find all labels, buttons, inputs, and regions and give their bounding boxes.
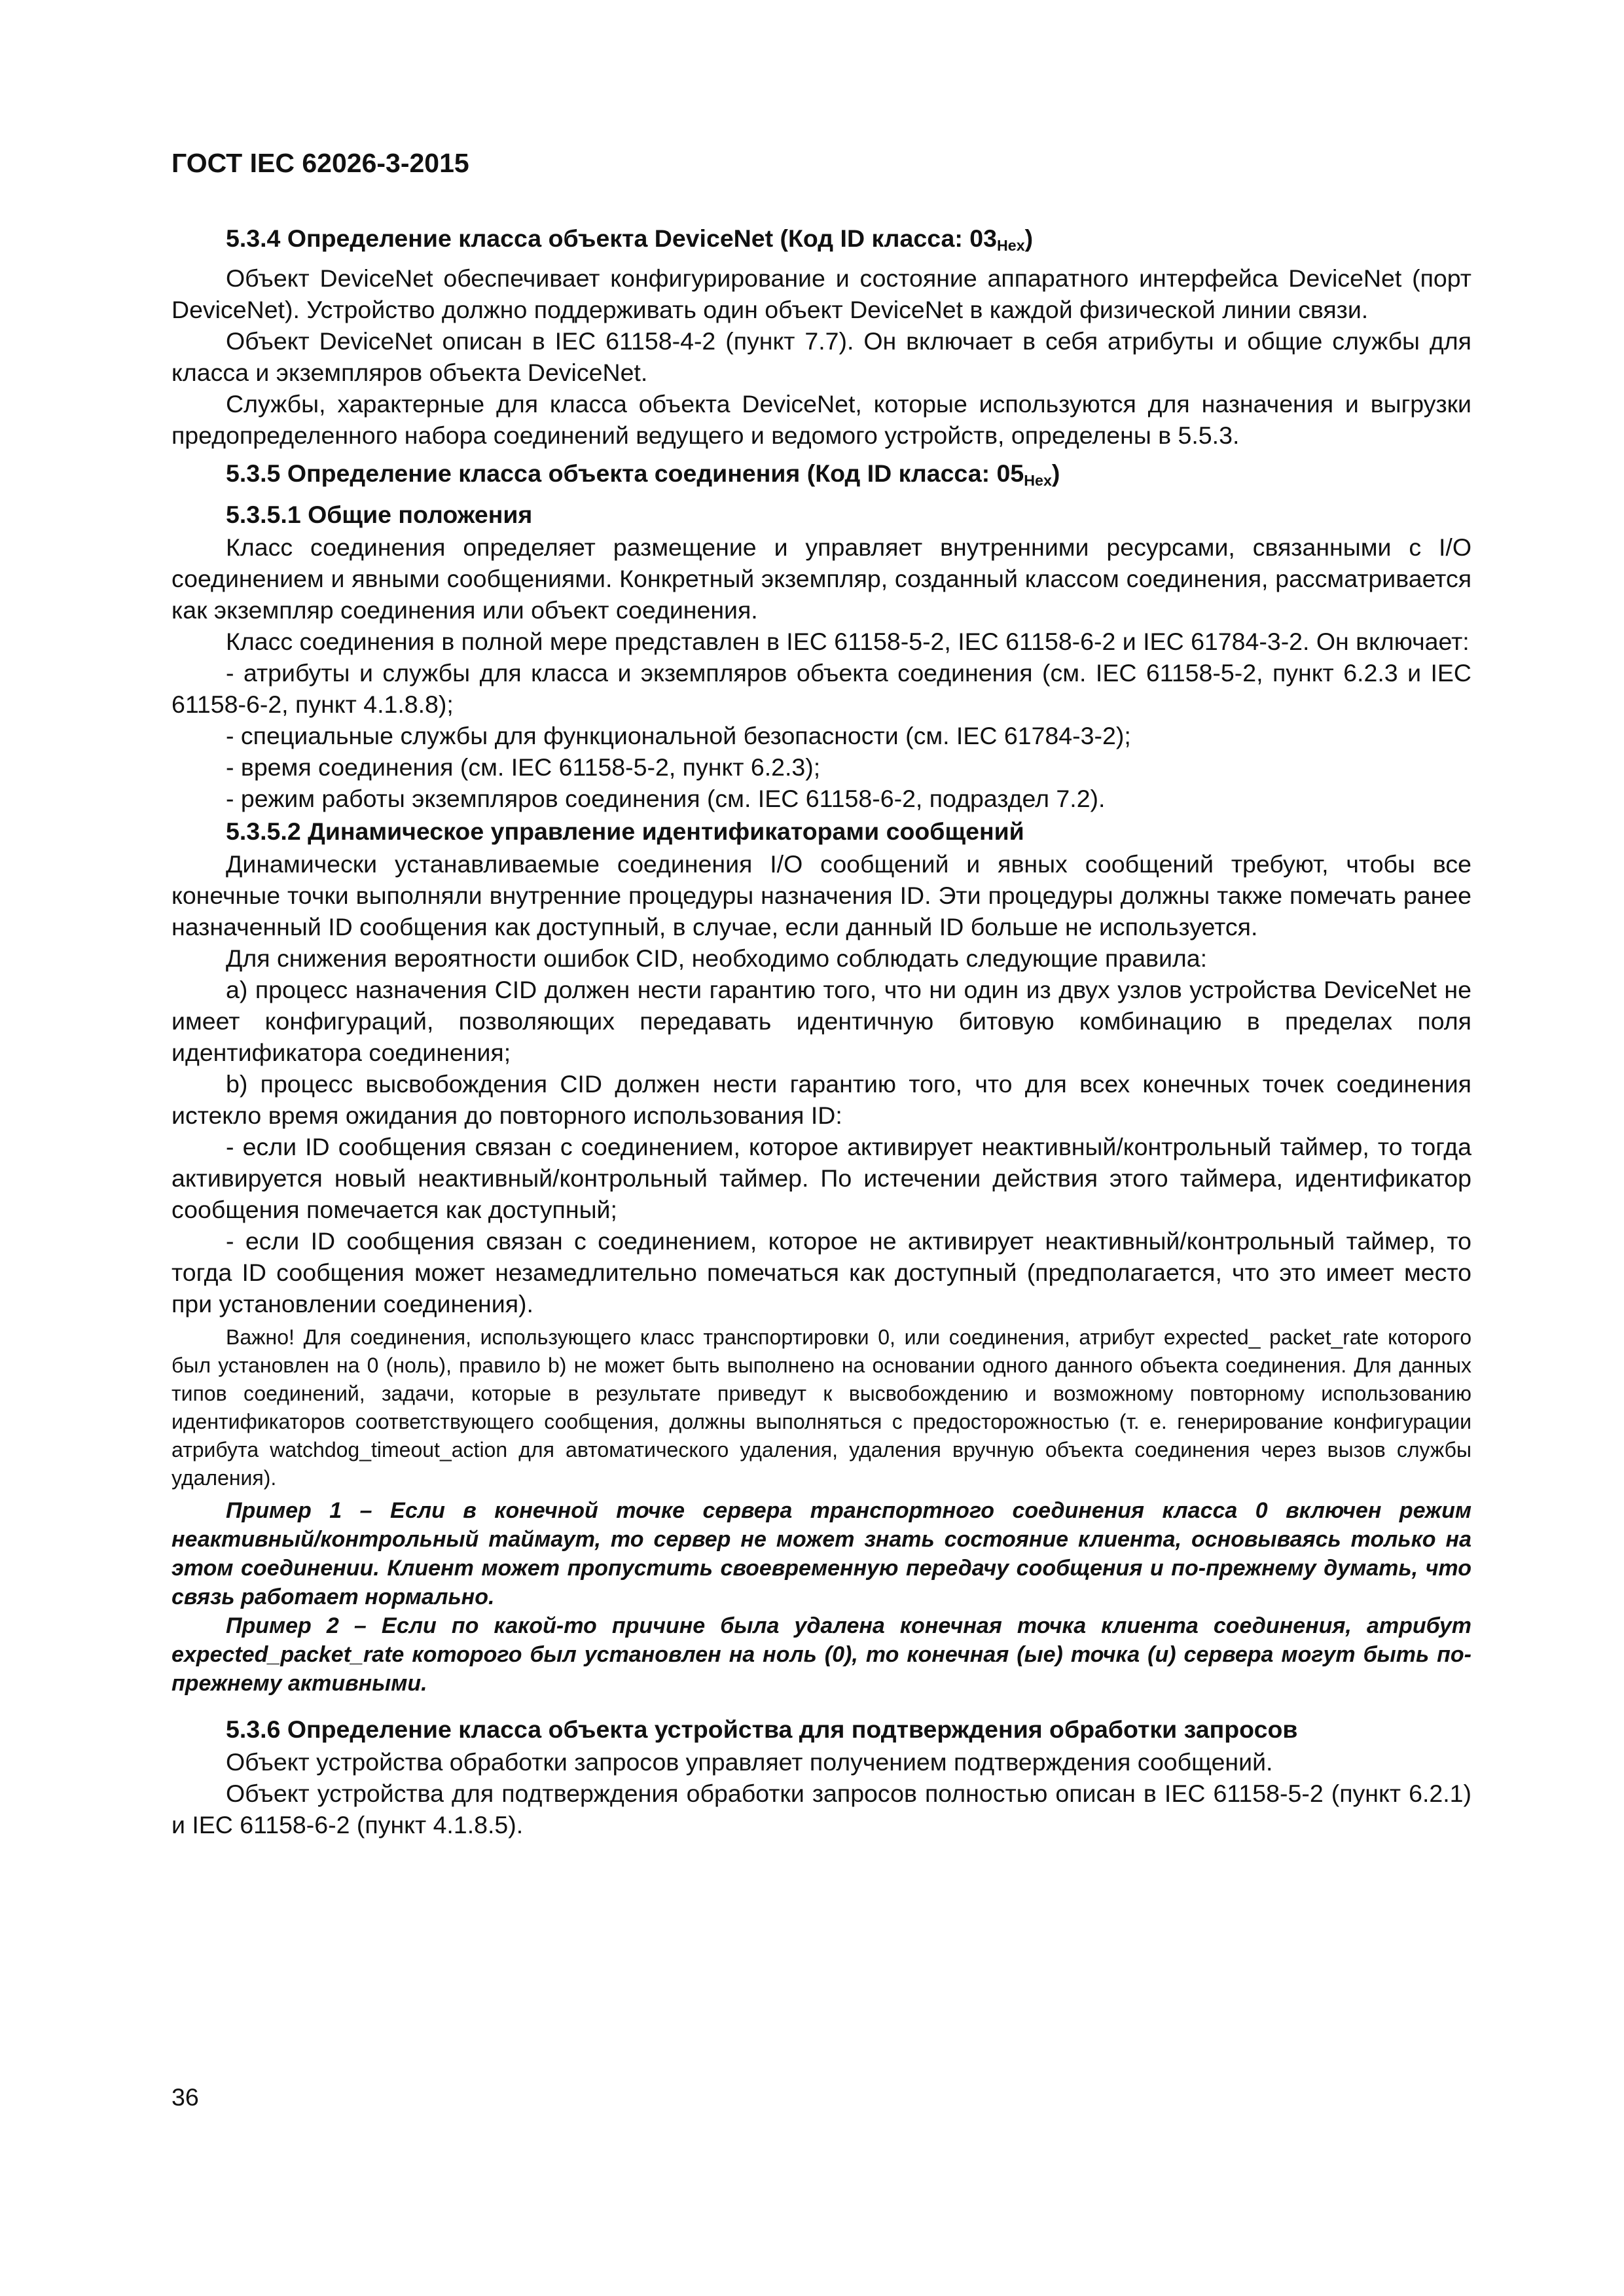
section-heading-5-3-5: 5.3.5 Определение класса объекта соединения (Код ID класса: $05_{Hex}$) (226, 459, 1060, 489)
list-item: - время соединения (см. IEC 61158-5-2, пункт 6.2.3); (226, 753, 821, 781)
document-code: ГОСТ IEC 62026-3-2015 (171, 148, 469, 178)
section-heading-5-3-5-1: 5.3.5.1 Общие положения (226, 500, 533, 528)
document-body (171, 216, 1471, 1840)
paragraph: Класс соединения в полной мере представлен в IEC 61158-5-2, IEC 61158-6-2 и IEC 61784-3-2. Он включает: (226, 627, 1470, 655)
important-note (171, 1323, 1471, 1492)
list-item: - режим работы экземпляров соединения (см. IEC 61158-6-2, подраздел 7.2). (226, 784, 1106, 812)
page-number: 36 (171, 2083, 199, 2111)
list-item: - атрибуты и службы для класса и экземпляров объекта соединения (см. IEC 61158-5-2, пункт 6.2.3 и IEC 61158-6-2, пункт 4.1.8.8); (171, 658, 1471, 718)
section-heading-5-3-4: 5.3.4 Определение класса объекта DeviceNet (Код ID класса: $03_{Hex}$) (226, 224, 1034, 254)
paragraph: Службы, характерные для класса объекта DeviceNet, которые используются для назначения и выгрузки предопределенного набора соединений ведущего и ведомого устройств, определены в 5.5.3. (171, 389, 1471, 449)
example-2: Пример 2 – Если по какой-то причине была удалена конечная точка клиента соединения, атрибут expected_packet_rate которого был установлен на ноль (0), то конечная (ые) точка (и) сервера могут быть по-прежнему активными. (171, 1613, 1471, 1696)
section-heading-5-3-6: 5.3.6 Определение класса объекта устройства для подтверждения обработки запросов (226, 1715, 1298, 1743)
list-item: - специальные службы для функциональной безопасности (см. IEC 61784-3-2); (226, 721, 1131, 749)
paragraph: Объект DeviceNet описан в IEC 61158-4-2 (пункт 7.7). Он включает в себя атрибуты и общие службы для класса и экземпляров объекта DeviceNet. (171, 327, 1471, 386)
list-item: - если ID сообщения связан с соединением, которое не активирует неактивный/контрольный таймер, то тогда ID сообщения может незамедлительно помечаться как доступный (предполагается, что это имеет место при установлении соединения). (171, 1227, 1471, 1318)
note-text: Важно! Для соединения, использующего класс транспортировки 0, или соединения, атрибут expected_ packet_rate которого был установлен на 0 (ноль), правило b) не может быть выполнено на основании одного данного объекта соединения. Для данных типов соединений, задачи, которые в результате приведут к высвобождению и возможному повторному использованию идентификаторов соответствующего сообщения, должны выполняться с предосторожностью (т. е. генерирование конфигурации атрибута watchdog_timeout_action для автоматического удаления, удаления вручную объекта соединения через вызов службы удаления). (171, 1325, 1471, 1490)
paragraph: Класс соединения определяет размещение и управляет внутренними ресурсами, связанными с I/O соединением и явными сообщениями. Конкретный экземпляр, созданный классом соединения, рассматривается как экземпляр соединения или объект соединения. (171, 533, 1471, 624)
paragraph: Объект устройства обработки запросов управляет получением подтверждения сообщений. (226, 1748, 1273, 1776)
example-1: Пример 1 – Если в конечной точке сервера транспортного соединения класса 0 включен режим неактивный/контрольный таймаут, то сервер не может знать состояние клиента, основываясь только на этом соединении. Клиент может пропустить своевременную передачу сообщения и по-прежнему думать, что связь работает нормально. (171, 1498, 1471, 1609)
section-heading-5-3-5-2: 5.3.5.2 Динамическое управление идентификаторами сообщений (226, 817, 1024, 845)
paragraph: Динамически устанавливаемые соединения I/O сообщений и явных сообщений требуют, чтобы все конечные точки выполняли внутренние процедуры назначения ID. Эти процедуры должны также помечать ранее назначенный ID сообщения как доступный, в случае, если данный ID больше не используется. (171, 850, 1471, 941)
paragraph: Объект DeviceNet обеспечивает конфигурирование и состояние аппаратного интерфейса DeviceNet (порт DeviceNet). Устройство должно поддерживать один объект DeviceNet в каждой физической линии связи. (171, 264, 1471, 323)
list-item: - если ID сообщения связан с соединением, которое активирует неактивный/контрольный таймер, то тогда активируется новый неактивный/контрольный таймер. По истечении действия этого таймера, идентификатор сообщения помечается как доступный; (171, 1132, 1471, 1223)
examples-block (171, 1496, 1471, 1698)
list-item: b) процесс высвобождения CID должен нести гарантию того, что для всех конечных точек соединения истекло время ожидания до повторного использования ID: (171, 1069, 1471, 1129)
list-item: a) процесс назначения CID должен нести гарантию того, что ни один из двух узлов устройства DeviceNet не имеет конфигураций, позволяющих передавать идентичную битовую комбинацию в пределах поля идентификатора соединения; (171, 975, 1471, 1066)
paragraph: Объект устройства для подтверждения обработки запросов полностью описан в IEC 61158-5-2 (пункт 6.2.1) и IEC 61158-6-2 (пункт 4.1.8.5). (171, 1779, 1471, 1839)
paragraph: Для снижения вероятности ошибок CID, необходимо соблюдать следующие правила: (226, 944, 1208, 972)
